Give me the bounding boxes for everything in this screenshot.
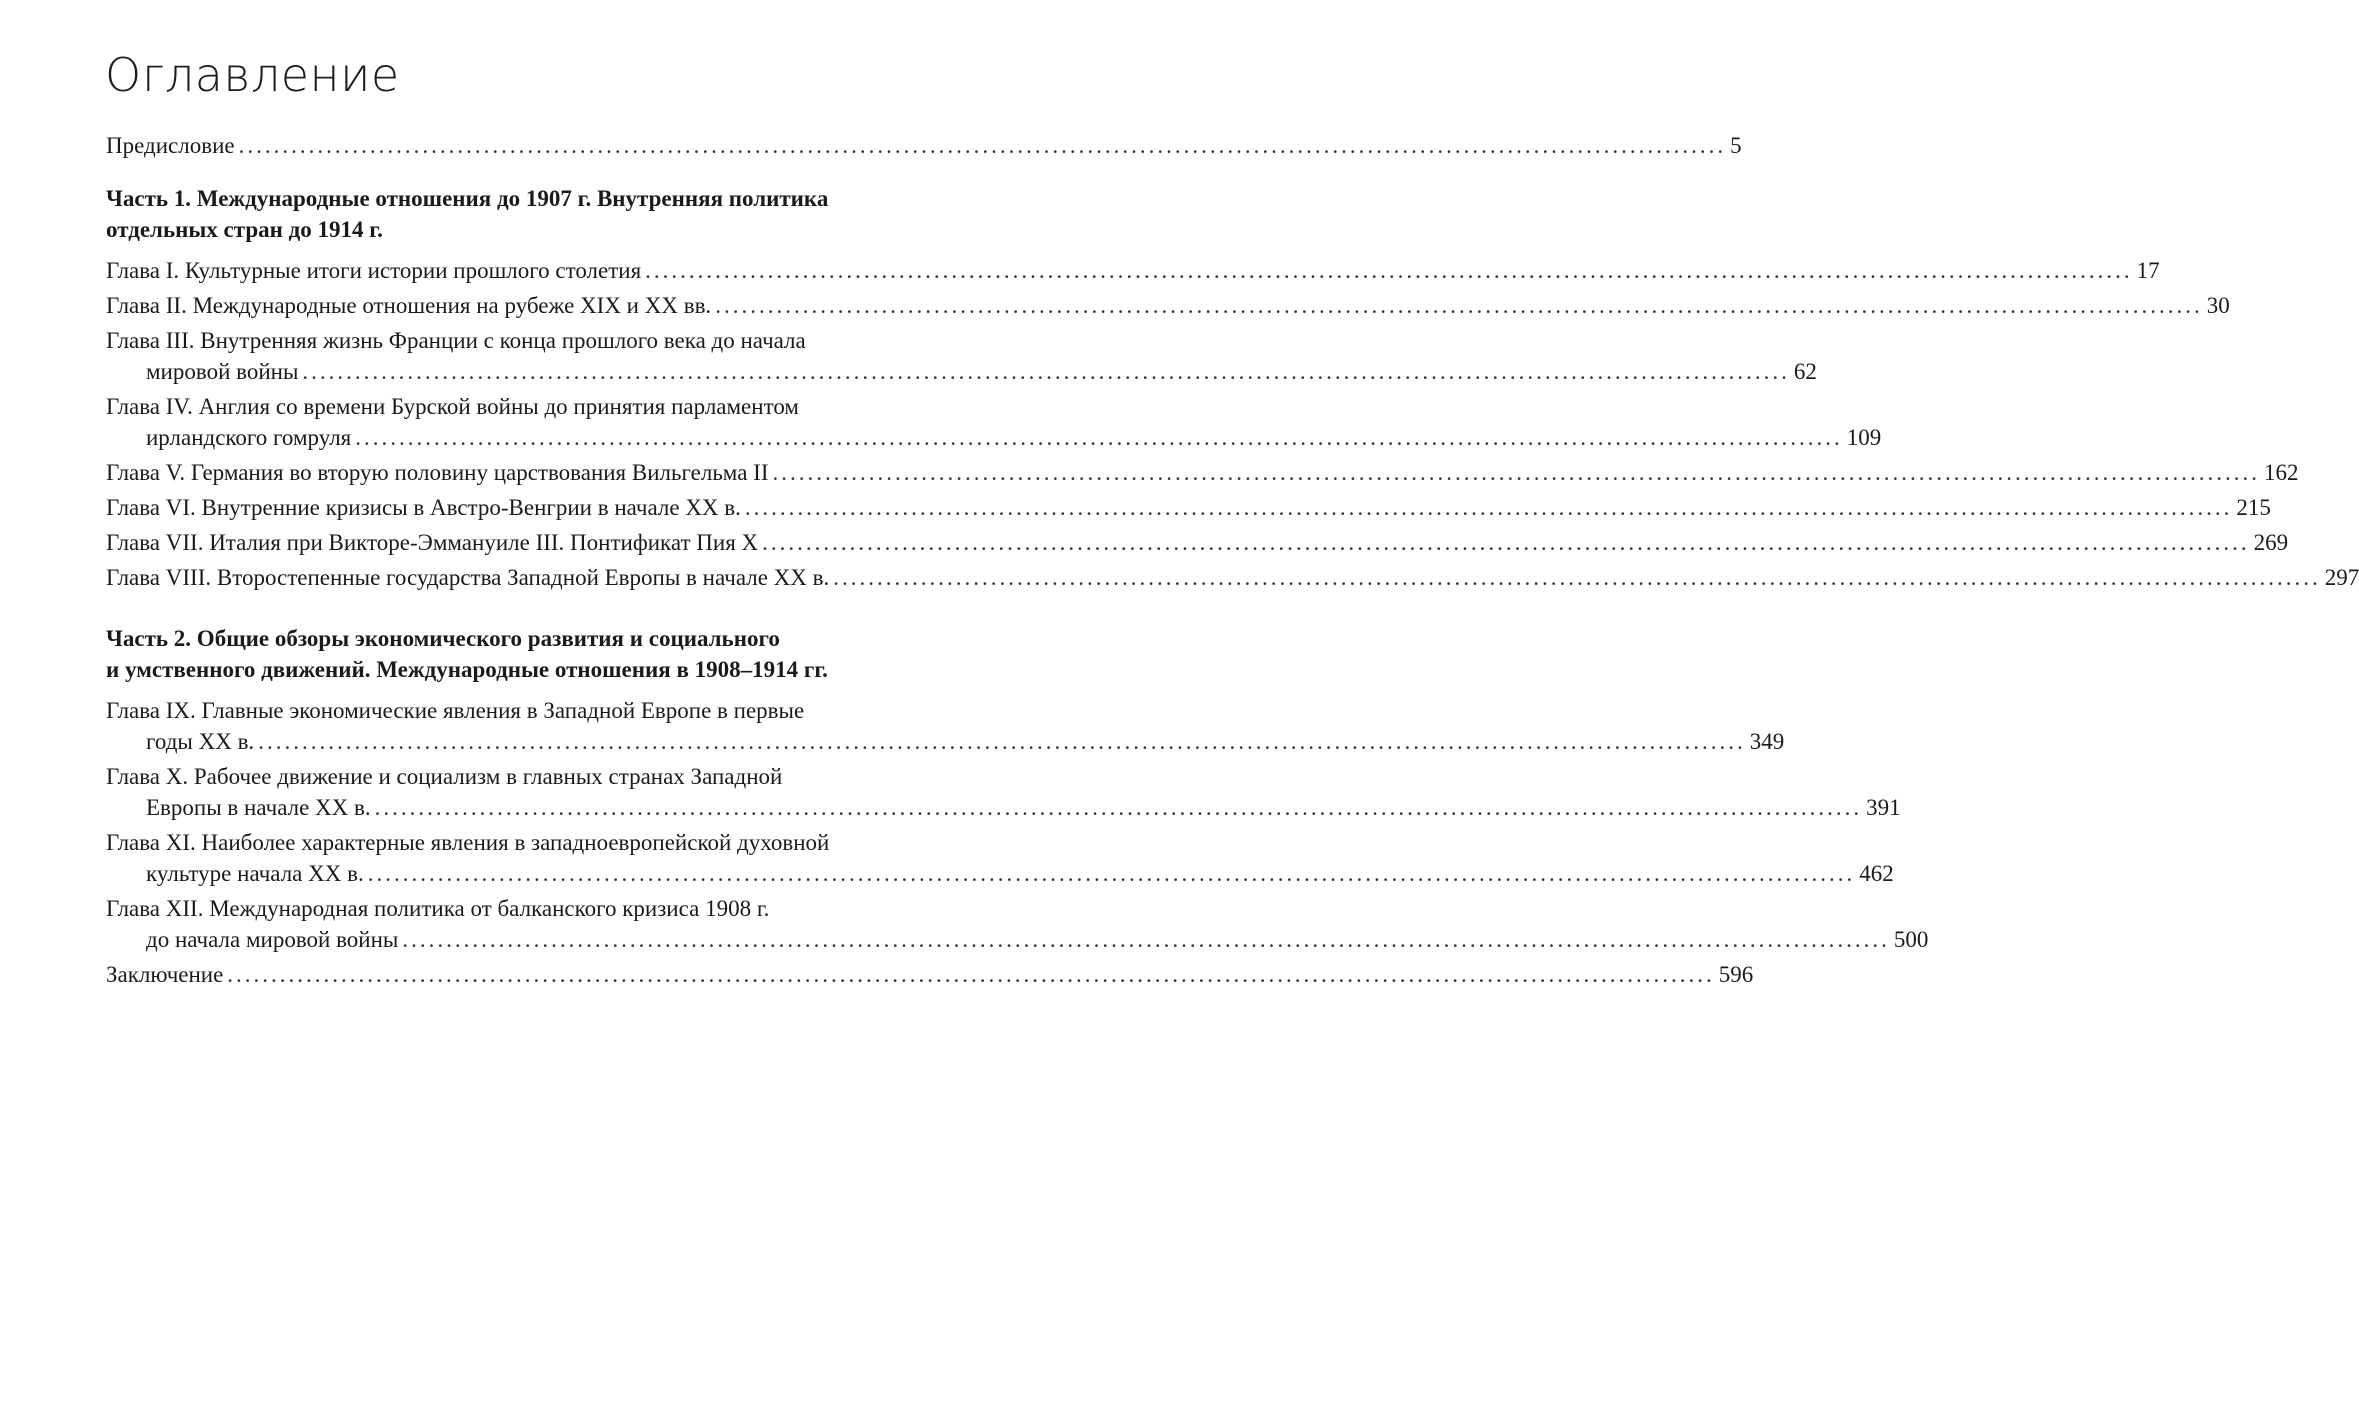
table-of-contents bbox=[106, 128, 2359, 990]
heading-line: Часть 1. Международные отношения до 1907 г. Внутренняя политика bbox=[106, 186, 829, 211]
leader-dots: .......................................................................................................................................................................... bbox=[772, 460, 2260, 485]
entry-label: Глава VIII. Второстепенные государства Западной Европы в начале XX в. bbox=[106, 565, 830, 590]
toc-entry-chapter-12[interactable] bbox=[106, 893, 1929, 955]
part-1-heading bbox=[106, 183, 936, 245]
entry-page-number: 215 bbox=[2236, 495, 2271, 520]
entry-label: Предисловие bbox=[106, 133, 235, 158]
entry-label: Глава V. Германия во вторую половину царствования Вильгельма II bbox=[106, 460, 769, 485]
part-2-heading bbox=[106, 623, 936, 685]
entry-label-continued: мировой войны bbox=[146, 359, 299, 384]
toc-entry-chapter-10[interactable] bbox=[106, 761, 1901, 823]
entry-label: Глава XII. Международная политика от балканского кризиса 1908 г. bbox=[106, 896, 770, 921]
entry-label: Глава IX. Главные экономические явления в Западной Европе в первые bbox=[106, 698, 805, 723]
toc-entry-chapter-4[interactable] bbox=[106, 391, 1882, 453]
leader-dots: .......................................................................................................................................................................... bbox=[355, 425, 1843, 450]
entry-page-number: 62 bbox=[1793, 359, 1817, 384]
entry-label-continued: годы XX в. bbox=[146, 729, 255, 754]
toc-entry-chapter-6[interactable] bbox=[106, 492, 2271, 523]
toc-entry-chapter-1[interactable] bbox=[106, 255, 2160, 286]
entry-page-number: 17 bbox=[2136, 258, 2160, 283]
entry-page-number: 269 bbox=[2253, 530, 2289, 555]
leader-dots: .......................................................................................................................................................................... bbox=[374, 795, 1863, 820]
toc-entry-conclusion[interactable] bbox=[106, 959, 1754, 990]
entry-label-continued: ирландского гомруля bbox=[146, 425, 352, 450]
leader-dots: .......................................................................................................................................................................... bbox=[227, 962, 1715, 987]
entry-page-number: 109 bbox=[1846, 425, 1882, 450]
leader-dots: .......................................................................................................................................................................... bbox=[833, 565, 2321, 590]
entry-label-continued: Европы в начале XX в. bbox=[146, 795, 371, 820]
entry-label: Глава XI. Наиболее характерные явления в западноевропейской духовной bbox=[106, 830, 830, 855]
toc-entry-chapter-5[interactable] bbox=[106, 457, 2299, 488]
entry-page-number: 162 bbox=[2264, 460, 2299, 485]
entry-label: Заключение bbox=[106, 962, 224, 987]
entry-label-continued: культуре начала XX в. bbox=[146, 861, 364, 886]
leader-dots: .......................................................................................................................................................................... bbox=[302, 359, 1790, 384]
leader-dots: .......................................................................................................................................................................... bbox=[367, 861, 1856, 886]
toc-entry-chapter-3[interactable] bbox=[106, 325, 1817, 387]
entry-label: Глава III. Внутренняя жизнь Франции с конца прошлого века до начала bbox=[106, 328, 806, 353]
heading-line: и умственного движений. Международные отношения в 1908–1914 гг. bbox=[106, 657, 828, 682]
toc-entry-chapter-7[interactable] bbox=[106, 527, 2289, 558]
leader-dots: .......................................................................................................................................................................... bbox=[402, 927, 1890, 952]
entry-page-number: 500 bbox=[1893, 927, 1929, 952]
entry-page-number: 297 bbox=[2324, 565, 2359, 590]
toc-entry-chapter-11[interactable] bbox=[106, 827, 1894, 889]
leader-dots: .......................................................................................................................................................................... bbox=[258, 729, 1746, 754]
entry-page-number: 5 bbox=[1730, 133, 1742, 158]
heading-line: Часть 2. Общие обзоры экономического развития и социального bbox=[106, 626, 780, 651]
entry-label: Глава VI. Внутренние кризисы в Австро-Венгрии в начале XX в. bbox=[106, 495, 741, 520]
entry-label: Глава X. Рабочее движение и социализм в главных странах Западной bbox=[106, 764, 783, 789]
leader-dots: .......................................................................................................................................................................... bbox=[238, 133, 1727, 158]
entry-page-number: 391 bbox=[1866, 795, 1901, 820]
leader-dots: .......................................................................................................................................................................... bbox=[715, 293, 2203, 318]
entry-page-number: 462 bbox=[1859, 861, 1894, 886]
entry-label: Глава II. Международные отношения на рубеже XIX и XX вв. bbox=[106, 293, 712, 318]
leader-dots: .......................................................................................................................................................................... bbox=[744, 495, 2233, 520]
page-title: Оглавление bbox=[105, 48, 400, 102]
leader-dots: .......................................................................................................................................................................... bbox=[645, 258, 2133, 283]
toc-entry-chapter-9[interactable] bbox=[106, 695, 1785, 757]
entry-label: Глава IV. Англия со времени Бурской войны до принятия парламентом bbox=[106, 394, 799, 419]
entry-page-number: 30 bbox=[2206, 293, 2230, 318]
entry-label: Глава I. Культурные итоги истории прошлого столетия bbox=[106, 258, 642, 283]
toc-entry-chapter-8[interactable] bbox=[106, 562, 2359, 593]
entry-label-continued: до начала мировой войны bbox=[146, 927, 399, 952]
entry-page-number: 349 bbox=[1749, 729, 1785, 754]
leader-dots: .......................................................................................................................................................................... bbox=[762, 530, 2250, 555]
entry-label: Глава VII. Италия при Викторе-Эммануиле III. Понтификат Пия X bbox=[106, 530, 759, 555]
toc-entry-preface[interactable] bbox=[106, 130, 1742, 161]
toc-entry-chapter-2[interactable] bbox=[106, 290, 2230, 321]
heading-line: отдельных стран до 1914 г. bbox=[106, 217, 383, 242]
entry-page-number: 596 bbox=[1718, 962, 1754, 987]
